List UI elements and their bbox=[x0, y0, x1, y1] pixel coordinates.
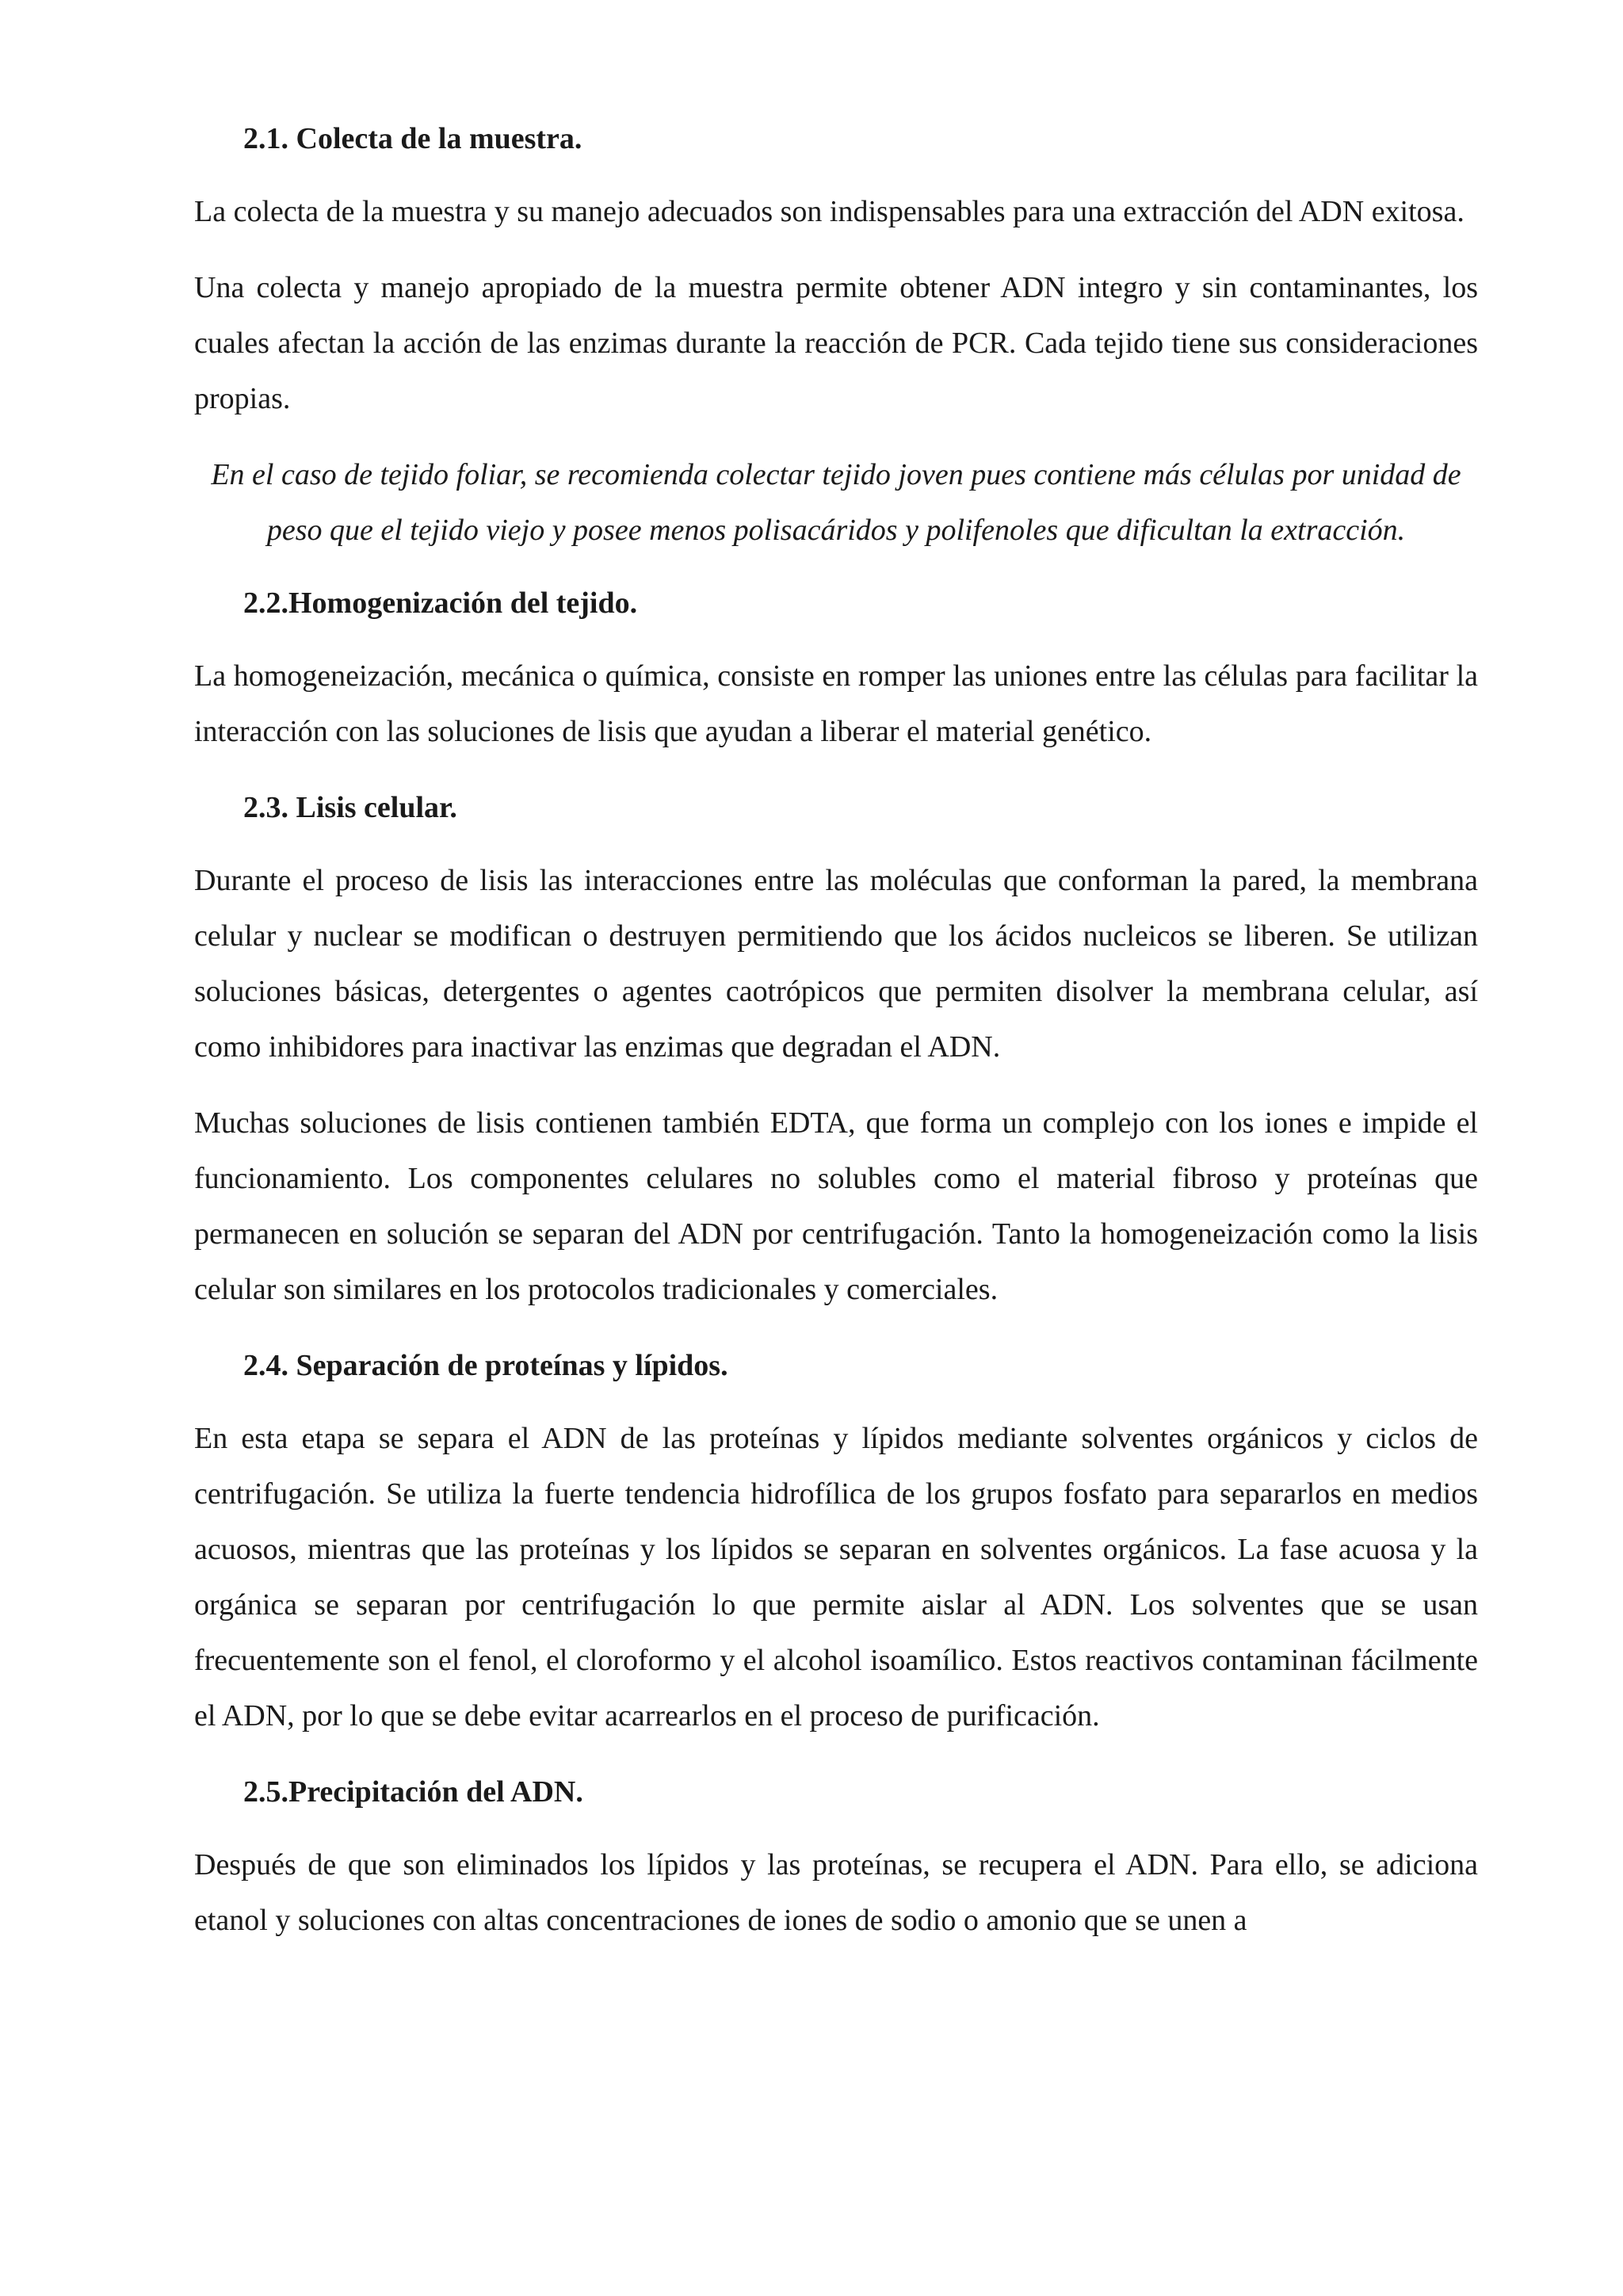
paragraph: La homogeneización, mecánica o química, consiste en romper las uniones entre las células para facilitar la interacción con las soluciones de lisis que ayudan a liberar el material genético. bbox=[194, 659, 1478, 748]
paragraph: La colecta de la muestra y su manejo adecuados son indispensables para una extracción del ADN exitosa. bbox=[194, 195, 1465, 228]
paragraph: Una colecta y manejo apropiado de la muestra permite obtener ADN integro y sin contaminantes, los cuales afectan la acción de las enzimas durante la reacción de PCR. Cada tejido tiene sus consideraciones propias. bbox=[194, 271, 1478, 415]
section-heading-precipitacion: 2.5.Precipitación del ADN. bbox=[243, 1775, 583, 1809]
paragraph: Muchas soluciones de lisis contienen también EDTA, que forma un complejo con los iones e impide el funcionamiento. Los componentes celulares no solubles como el material fibroso y proteínas que permanecen en solución se separan del ADN por centrifugación. Tanto la homogeneización como la lisis celular son similares en los protocolos tradicionales y comerciales. bbox=[194, 1106, 1478, 1306]
paragraph: Durante el proceso de lisis las interacciones entre las moléculas que conforman la pared, la membrana celular y nuclear se modifican o destruyen permitiendo que los ácidos nucleicos se liberen. Se utilizan soluciones básicas, detergentes o agentes caotrópicos que permiten disolver la membrana celular, así como inhibidores para inactivar las enzimas que degradan el ADN. bbox=[194, 864, 1478, 1064]
paragraph: Después de que son eliminados los lípidos y las proteínas, se recupera el ADN. Para ello, se adiciona etanol y soluciones con altas concentraciones de iones de sodio o amonio que se unen a bbox=[194, 1848, 1478, 1937]
paragraph: En esta etapa se separa el ADN de las proteínas y lípidos mediante solventes orgánicos y ciclos de centrifugación. Se utiliza la fuerte tendencia hidrofílica de los grupos fosfato para separarlos en medios acuosos, mientras que las proteínas y los lípidos se separan en solventes orgánicos. La fase acuosa y la orgánica se separan por centrifugación lo que permite aislar al ADN. Los solventes que se usan frecuentemente son el fenol, el cloroformo y el alcohol isoamílico. Estos reactivos contaminan fácilmente el ADN, por lo que se debe evitar acarrearlos en el proceso de purificación. bbox=[194, 1422, 1478, 1733]
italic-note: En el caso de tejido foliar, se recomienda colectar tejido joven pues contiene más células por unidad de peso que el tejido viejo y posee menos polisacáridos y polifenoles que dificultan la extracción. bbox=[211, 458, 1461, 547]
document-page bbox=[194, 111, 1478, 1969]
section-heading-colecta: 2.1. Colecta de la muestra. bbox=[243, 122, 582, 155]
section-heading-separacion: 2.4. Separación de proteínas y lípidos. bbox=[243, 1349, 728, 1382]
section-heading-lisis: 2.3. Lisis celular. bbox=[243, 791, 457, 824]
section-heading-homogenizacion: 2.2.Homogenización del tejido. bbox=[243, 586, 638, 620]
